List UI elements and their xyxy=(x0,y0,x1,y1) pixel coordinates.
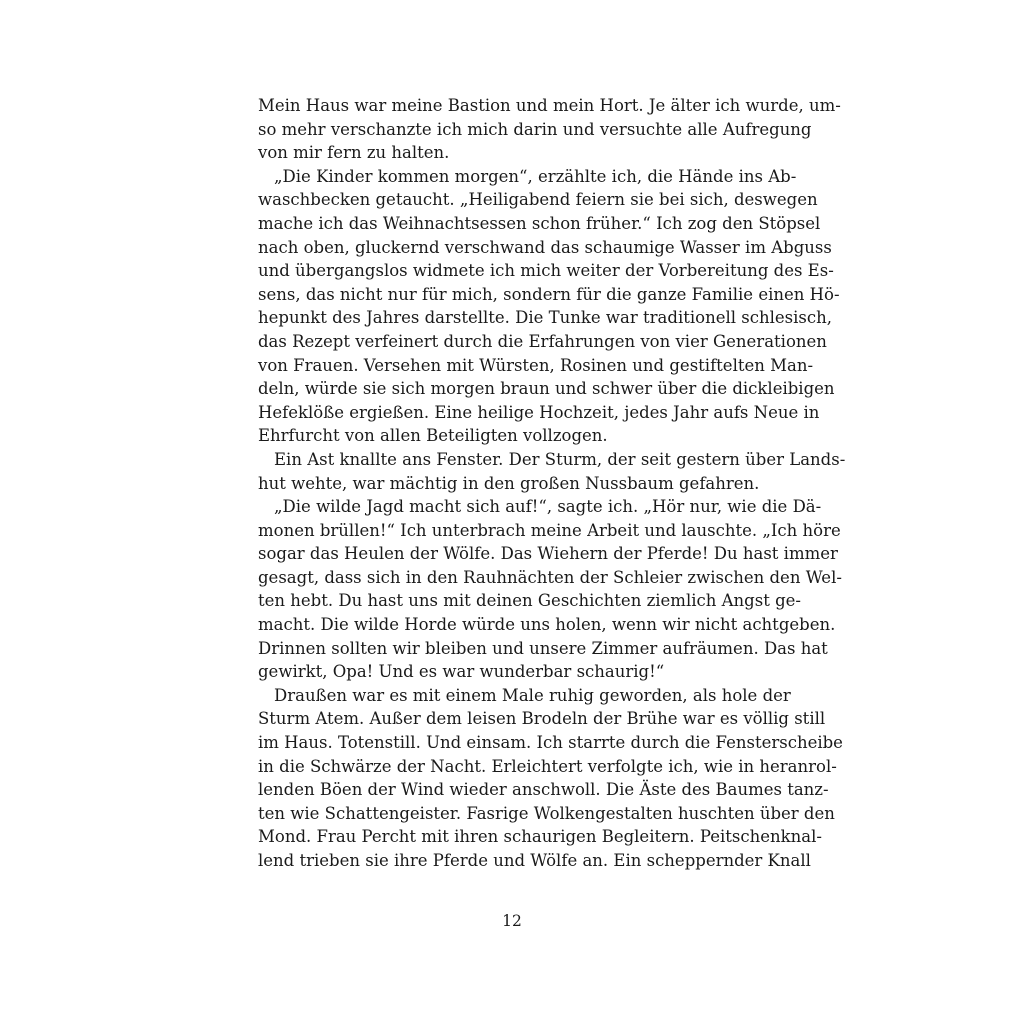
text-line: hut wehte, war mächtig in den großen Nussbaum gefahren. xyxy=(258,473,760,493)
text-line: „Die wilde Jagd macht sich auf!“, sagte ich. „Hör nur, wie die Dä- xyxy=(274,497,822,517)
text-line: sens, das nicht nur für mich, sondern für die ganze Familie einen Hö- xyxy=(258,284,840,304)
body-text xyxy=(258,94,846,873)
text-line: lenden Böen der Wind wieder anschwoll. Die Äste des Baumes tanz- xyxy=(258,780,829,800)
text-line: Ein Ast knallte ans Fenster. Der Sturm, der seit gestern über Lands- xyxy=(274,449,846,469)
text-line: deln, würde sie sich morgen braun und schwer über die dickleibigen xyxy=(258,379,835,399)
text-line: ten hebt. Du hast uns mit deinen Geschichten ziemlich Angst ge- xyxy=(258,591,801,611)
text-line: das Rezept verfeinert durch die Erfahrungen von vier Generationen xyxy=(258,331,827,351)
text-line: von Frauen. Versehen mit Würsten, Rosinen und gestiftelten Man- xyxy=(258,355,814,375)
text-line: mache ich das Weihnachtsessen schon früher.“ Ich zog den Stöpsel xyxy=(258,213,821,233)
text-line: im Haus. Totenstill. Und einsam. Ich starrte durch die Fensterscheibe xyxy=(258,733,843,753)
text-line: Draußen war es mit einem Male ruhig geworden, als hole der xyxy=(274,685,791,705)
text-line: waschbecken getaucht. „Heiligabend feiern sie bei sich, deswegen xyxy=(258,190,818,210)
paragraph xyxy=(258,495,842,684)
text-line: so mehr verschanzte ich mich darin und versuchte alle Aufregung xyxy=(258,119,812,139)
text-line: lend trieben sie ihre Pferde und Wölfe an. Ein scheppernder Knall xyxy=(258,851,811,870)
text-line: gesagt, dass sich in den Rauhnächten der Schleier zwischen den Wel- xyxy=(258,567,842,587)
text-line: Mein Haus war meine Bastion und mein Hort. Je älter ich wurde, um- xyxy=(258,96,841,115)
paragraph xyxy=(258,684,843,873)
text-line: Sturm Atem. Außer dem leisen Brodeln der Brühe war es völlig still xyxy=(258,709,826,729)
paragraph xyxy=(258,165,840,448)
text-line: Mond. Frau Percht mit ihren schaurigen Begleitern. Peitschenknal- xyxy=(258,827,822,847)
text-line: nach oben, gluckernd verschwand das schaumige Wasser im Abguss xyxy=(258,237,832,257)
text-line: von mir fern zu halten. xyxy=(258,143,450,163)
paragraph xyxy=(258,448,846,495)
text-line: sogar das Heulen der Wölfe. Das Wiehern der Pferde! Du hast immer xyxy=(258,544,838,564)
text-line: monen brüllen!“ Ich unterbrach meine Arbeit und lauschte. „Ich höre xyxy=(258,520,841,540)
text-line: „Die Kinder kommen morgen“, erzählte ich, die Hände ins Ab- xyxy=(274,166,797,186)
text-line: und übergangslos widmete ich mich weiter der Vorbereitung des Es- xyxy=(258,261,834,281)
text-line: hepunkt des Jahres darstellte. Die Tunke war traditionell schlesisch, xyxy=(258,308,832,328)
text-line: Drinnen sollten wir bleiben und unsere Zimmer aufräumen. Das hat xyxy=(258,638,828,658)
text-line: gewirkt, Opa! Und es war wunderbar schaurig!“ xyxy=(258,662,665,682)
text-line: Hefeklöße ergießen. Eine heilige Hochzeit, jedes Jahr aufs Neue in xyxy=(258,402,820,422)
paragraph xyxy=(258,94,841,165)
text-line: Ehrfurcht von allen Beteiligten vollzogen. xyxy=(258,426,608,446)
text-line: in die Schwärze der Nacht. Erleichtert verfolgte ich, wie in heranrol- xyxy=(258,756,837,776)
page-number: 12 xyxy=(502,912,522,930)
text-line: macht. Die wilde Horde würde uns holen, wenn wir nicht achtgeben. xyxy=(258,615,836,635)
text-line: ten wie Schattengeister. Fasrige Wolkengestalten huschten über den xyxy=(258,803,835,823)
